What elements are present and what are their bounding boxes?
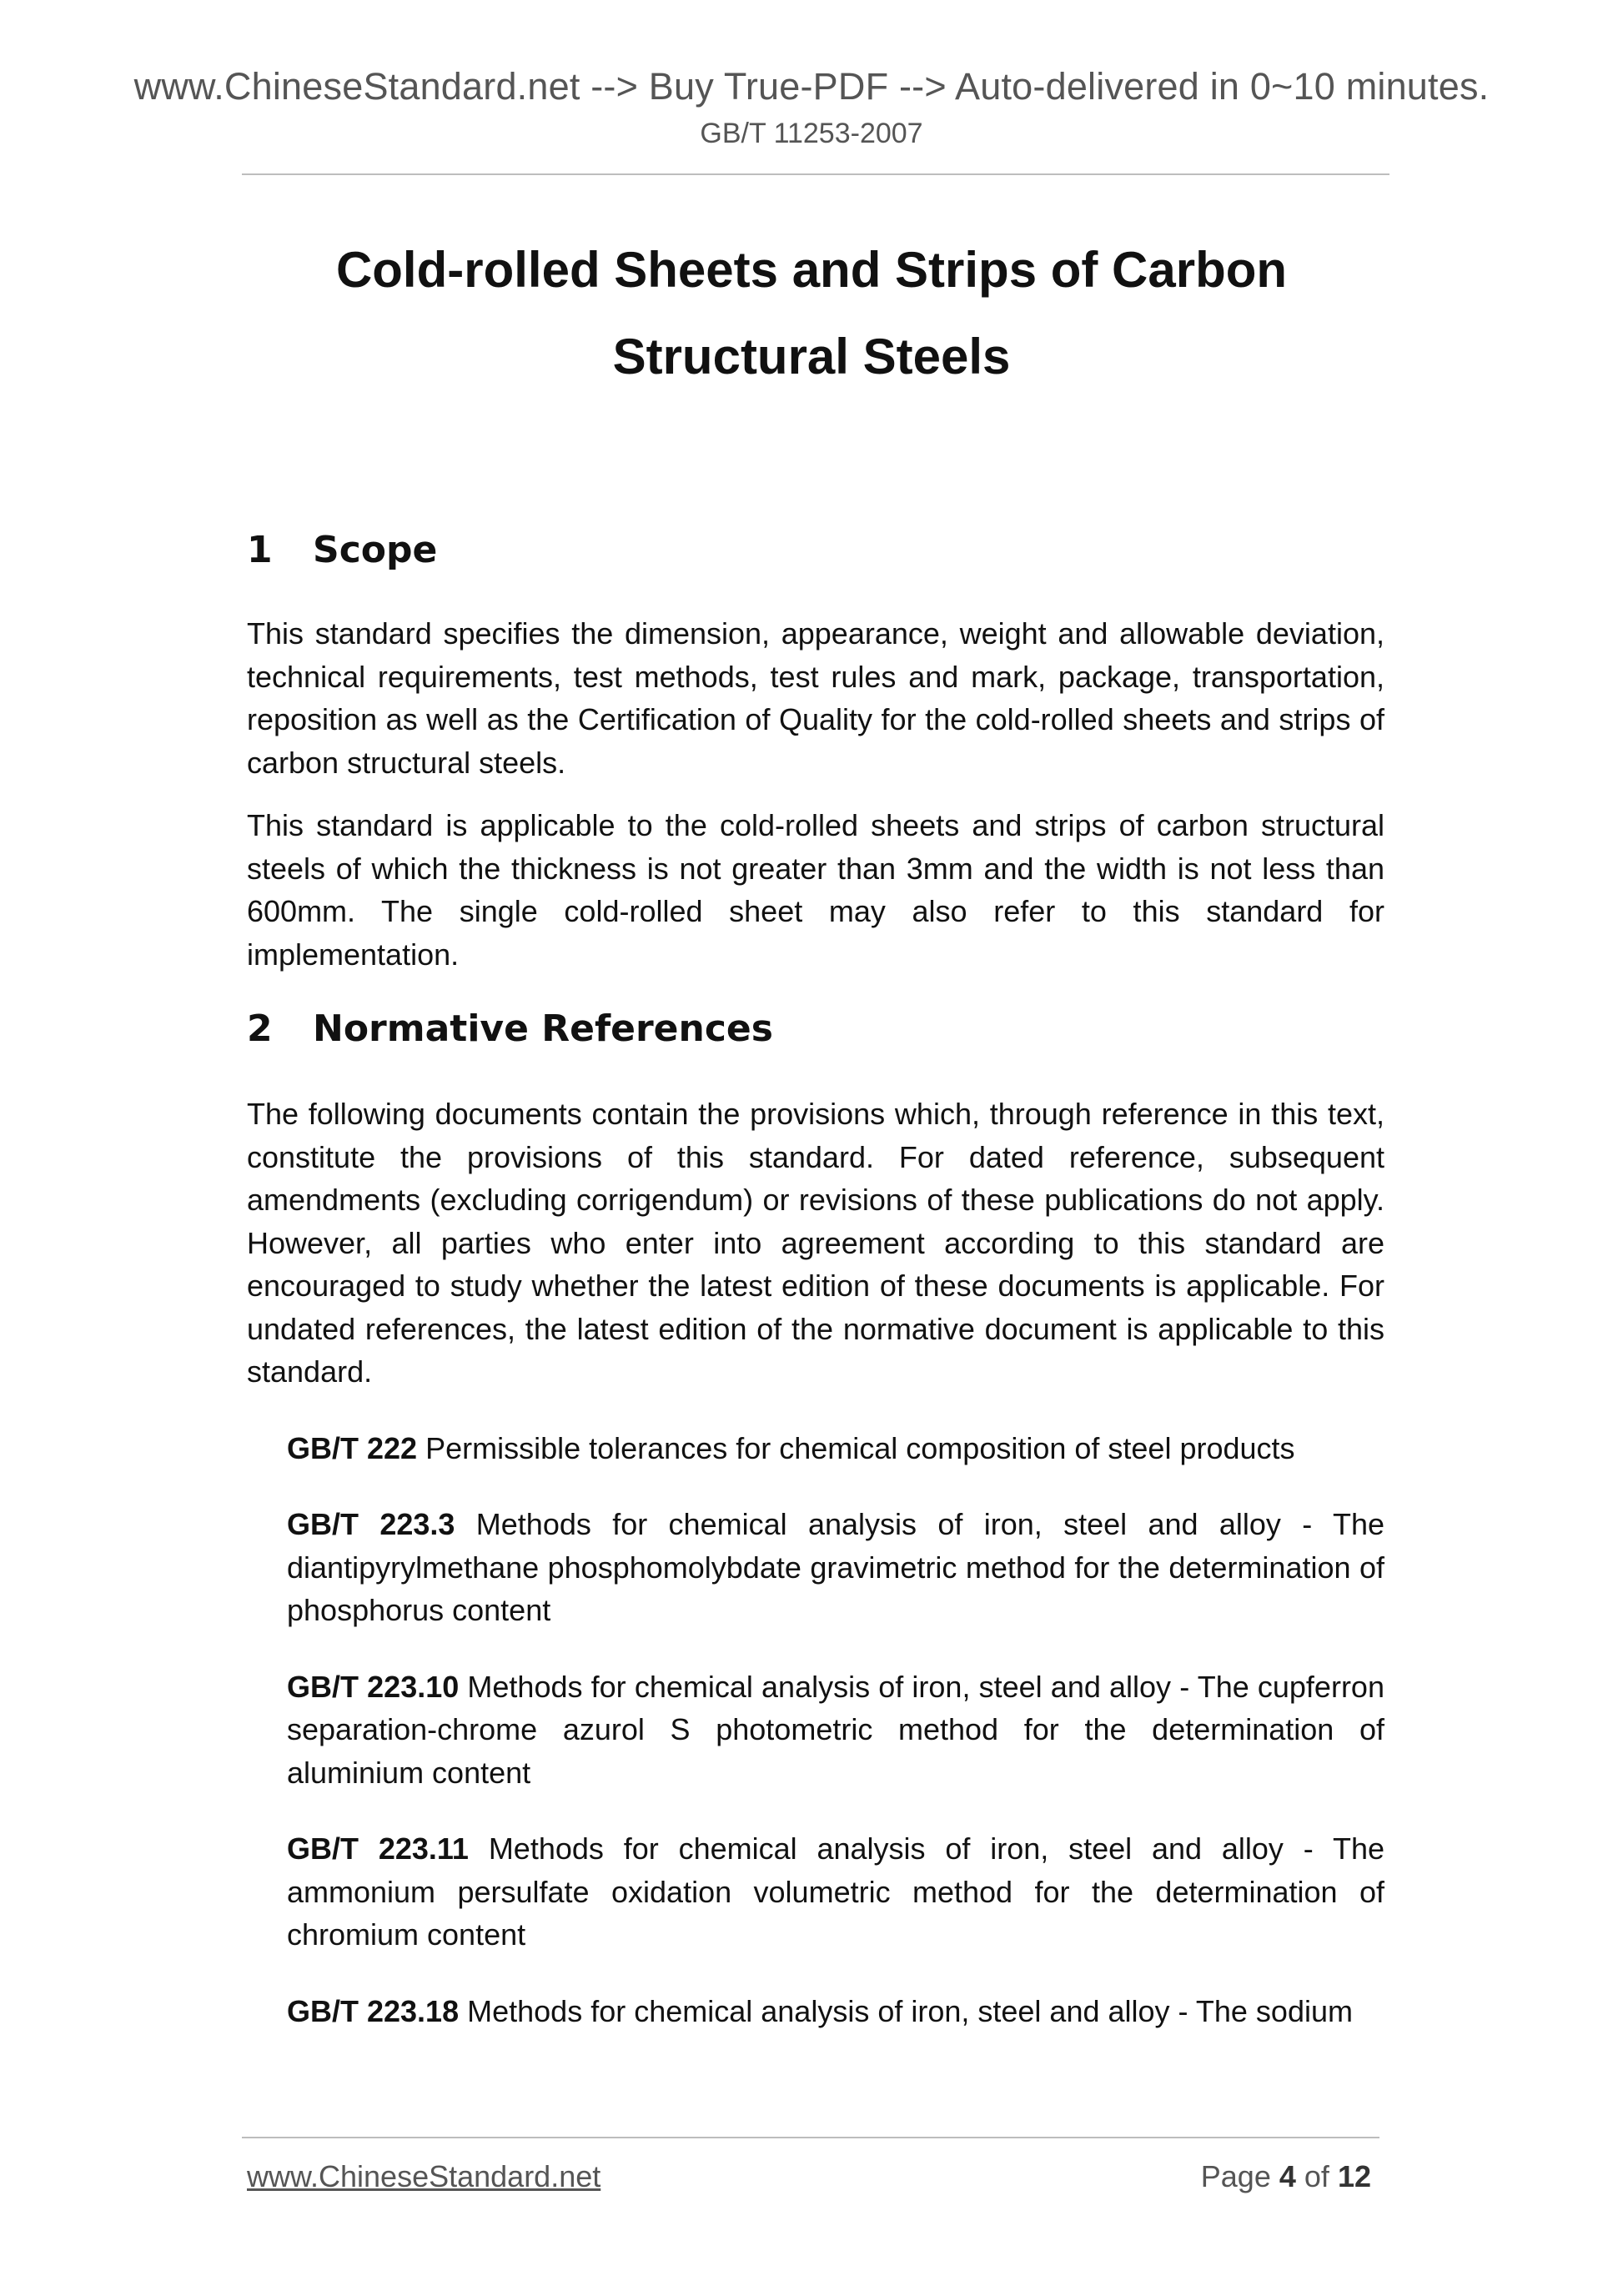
page-indicator xyxy=(1201,2158,1371,2195)
references-intro-paragraph: The following documents contain the provisions which, through reference in this text, constitute the provisions of this standard. For dated reference, subsequent amendments (excluding corrigendum) or revisions of these publications do not apply. However, all parties who enter into agreement according to this standard are encouraged to study whether the latest edition of these documents is applicable. For undated references, the latest edition of the normative document is applicable to this standard. xyxy=(247,1097,1384,1389)
section-title: Scope xyxy=(313,529,438,571)
page-current: 4 xyxy=(1279,2159,1296,2193)
reference-code: GB/T 222 xyxy=(287,1430,418,1465)
page-prefix: Page xyxy=(1200,2159,1271,2193)
reference-code: GB/T 223.18 xyxy=(287,1993,460,2028)
document-title-line-2: Structural Steels xyxy=(612,329,1011,384)
reference-title: Methods for chemical analysis of iron, steel and alloy - The sodium xyxy=(467,1993,1353,2028)
section-number: 1 xyxy=(247,529,273,571)
reference-item xyxy=(287,1427,1384,1470)
reference-title: Methods for chemical analysis of iron, steel and alloy - The diantipyrylmethane phosphomolybdate gravimetric method for the determination of phosphorus content xyxy=(287,1507,1384,1627)
reference-code: GB/T 223.3 xyxy=(287,1507,455,1541)
header-divider xyxy=(242,173,1389,175)
section-number: 2 xyxy=(247,1007,273,1050)
reference-code: GB/T 223.11 xyxy=(287,1831,469,1866)
section-heading-scope xyxy=(247,525,1384,575)
footer-divider xyxy=(242,2137,1379,2138)
scope-paragraph-1: This standard specifies the dimension, appearance, weight and allowable deviation, technical requirements, test methods, test rules and mark, package, transportation, reposition as well as the Certification of Quality for the cold-rolled sheets and strips of carbon structural steels. xyxy=(247,616,1384,780)
page-total: 12 xyxy=(1337,2159,1371,2193)
reference-item xyxy=(287,1503,1384,1632)
document-body xyxy=(247,525,1384,2032)
reference-title: Methods for chemical analysis of iron, steel and alloy - The ammonium persulfate oxidation volumetric method for the determination of chromium content xyxy=(287,1831,1384,1952)
header-standard-code: GB/T 11253-2007 xyxy=(700,118,923,149)
section-heading-normative-references xyxy=(247,1004,1384,1054)
page-separator: of xyxy=(1304,2159,1329,2193)
reference-item xyxy=(287,1665,1384,1795)
section-title: Normative References xyxy=(313,1007,773,1050)
header-banner: www.ChineseStandard.net --> Buy True-PDF --> Auto-delivered in 0~10 minutes. xyxy=(133,65,1490,108)
reference-title: Methods for chemical analysis of iron, steel and alloy - The cupferron separation-chrome azurol S photometric method for the determination of aluminium content xyxy=(287,1669,1384,1790)
page-header xyxy=(0,63,1623,152)
document-title-line-1: Cold-rolled Sheets and Strips of Carbon xyxy=(335,242,1288,298)
reference-item xyxy=(287,1990,1384,2033)
footer-site-link[interactable]: www.ChineseStandard.net xyxy=(247,2159,601,2193)
document-title xyxy=(250,227,1373,400)
reference-code: GB/T 223.10 xyxy=(287,1669,460,1704)
scope-paragraph-2: This standard is applicable to the cold-rolled sheets and strips of carbon structural steels of which the thickness is not greater than 3mm and the width is not less than 600mm. The single cold-rolled sheet may also refer to this standard for implementation. xyxy=(247,808,1384,972)
reference-title: Permissible tolerances for chemical composition of steel products xyxy=(425,1430,1295,1465)
reference-item xyxy=(287,1827,1384,1957)
